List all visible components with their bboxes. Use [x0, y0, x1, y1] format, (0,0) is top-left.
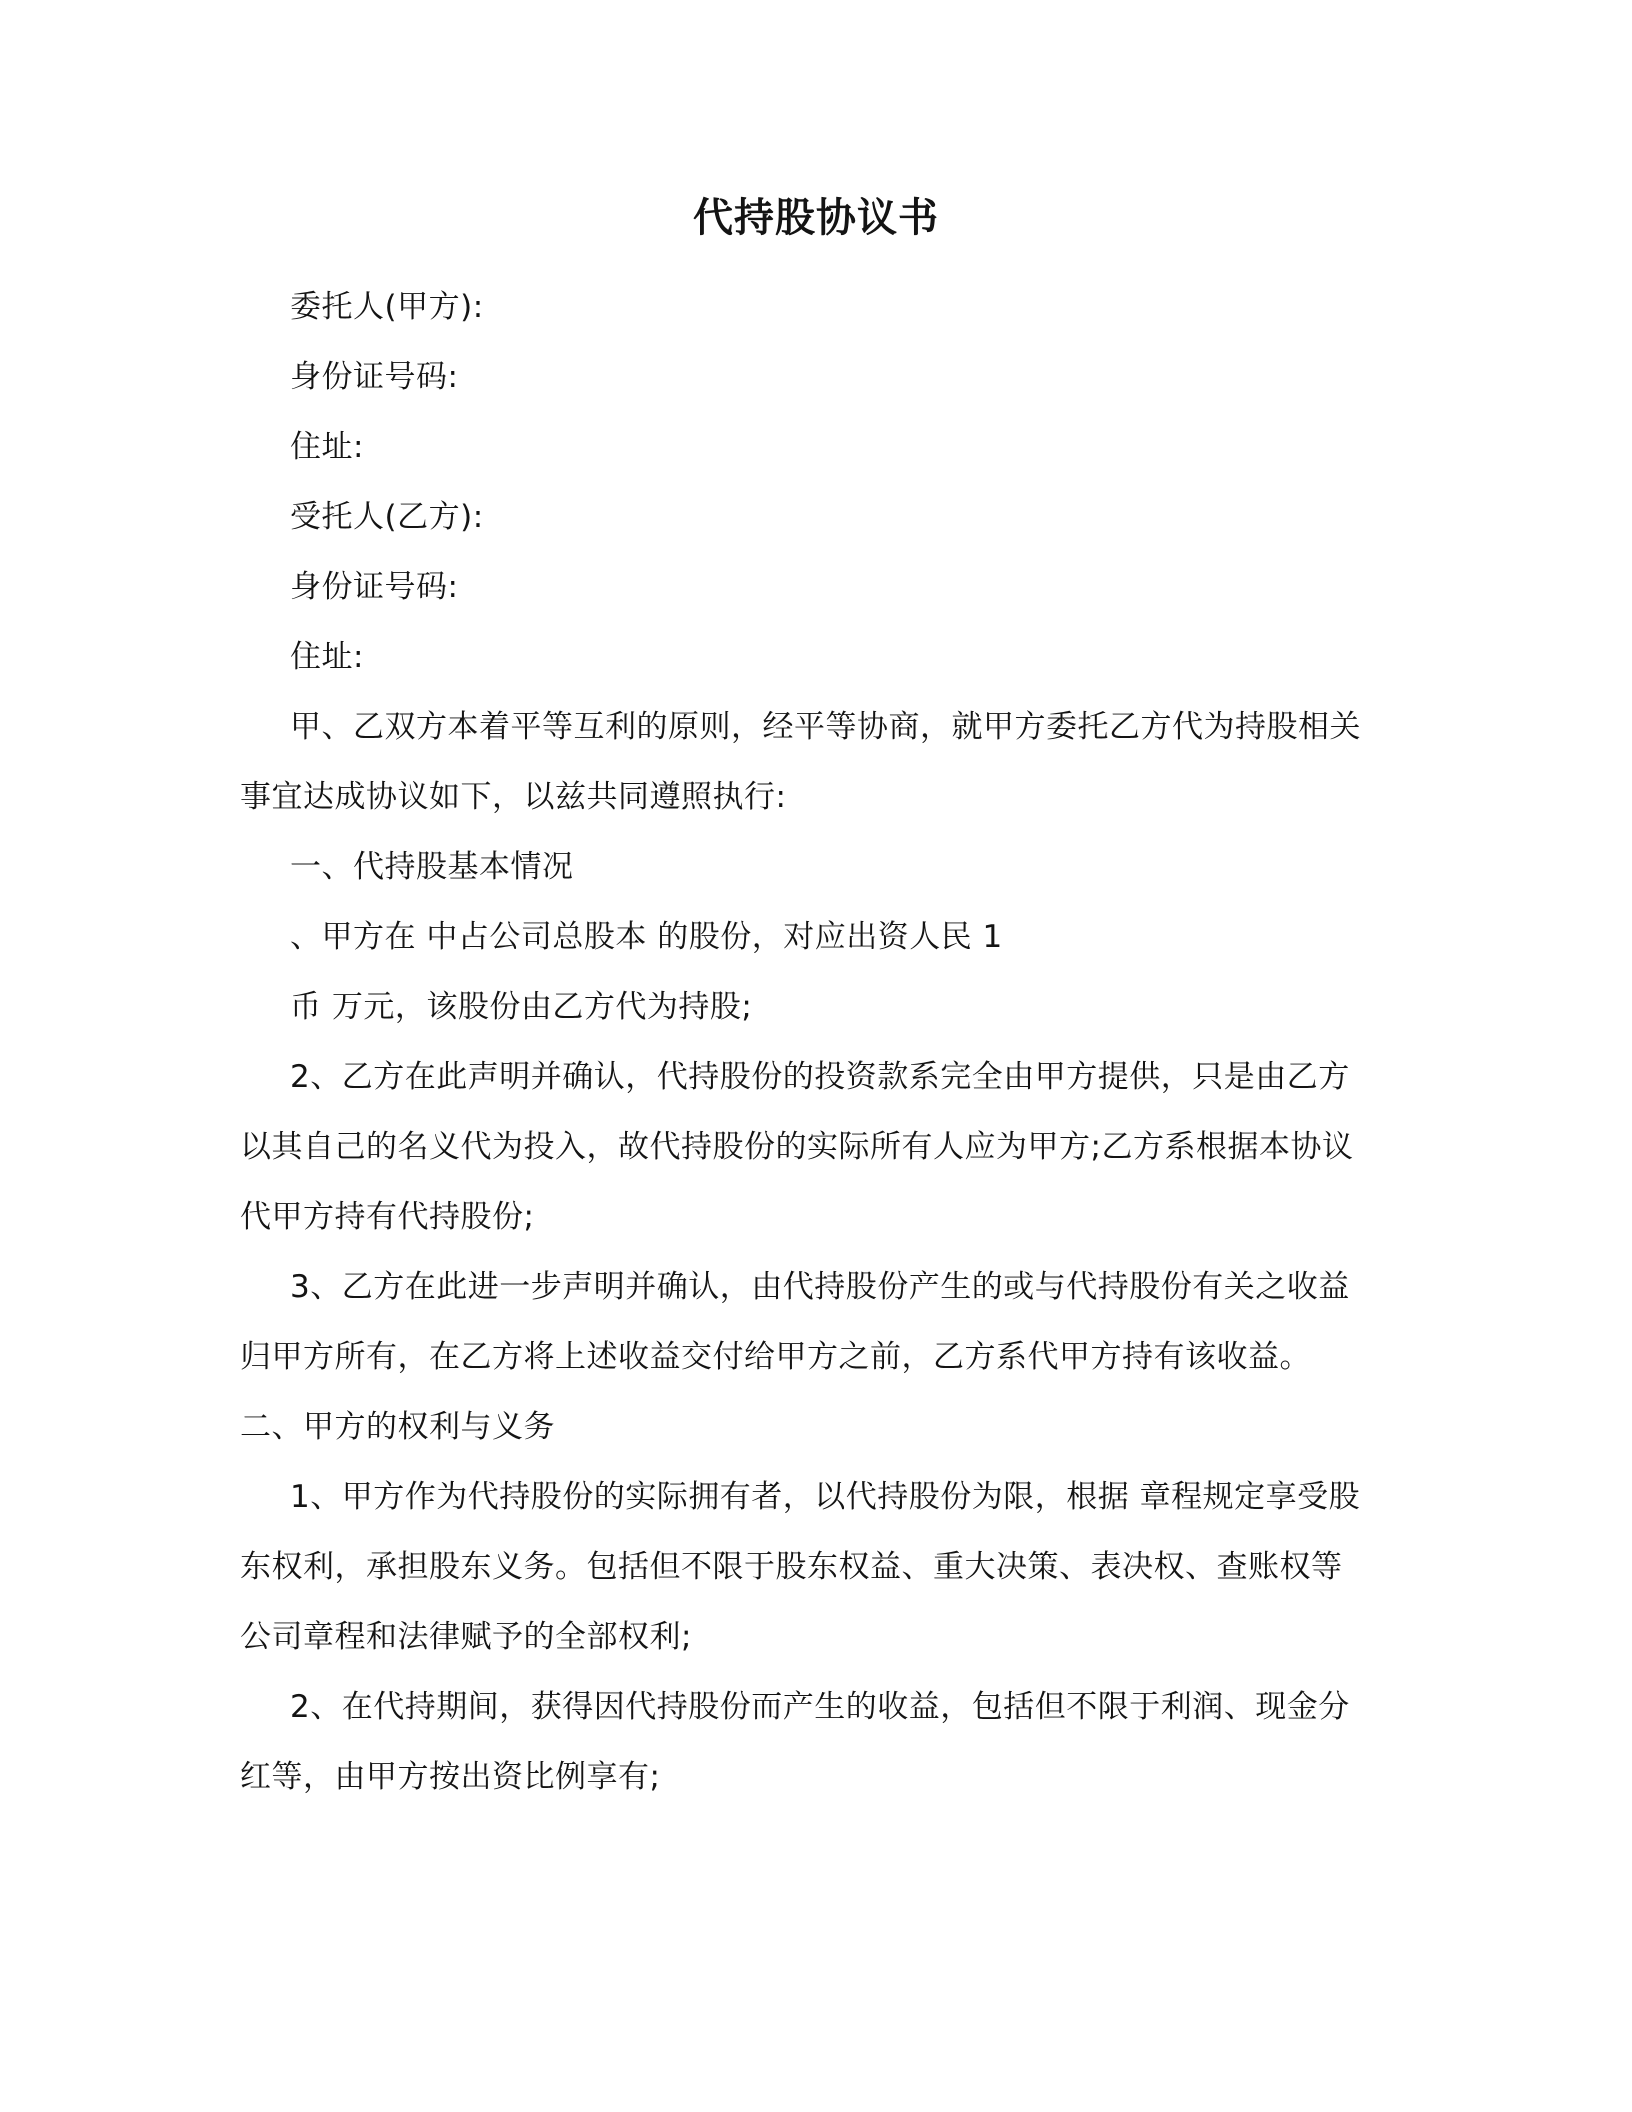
preamble-line: 事宜达成协议如下，以兹共同遵照执行:	[240, 779, 787, 815]
clause-line: 2、乙方在此声明并确认，代持股份的投资款系完全由甲方提供，只是由乙方	[290, 1059, 1350, 1095]
clause-line: 、甲方在 中占公司总股本 的股份，对应出资人民 1	[290, 919, 1003, 955]
trustee-party-line: 受托人(乙方):	[290, 499, 484, 535]
clause-line: 以其自己的名义代为投入，故代持股份的实际所有人应为甲方;乙方系根据本协议	[240, 1129, 1354, 1165]
preamble-line: 甲、乙双方本着平等互利的原则，经平等协商，就甲方委托乙方代为持股相关	[290, 709, 1361, 745]
clause-line: 东权利，承担股东义务。包括但不限于股东权益、重大决策、表决权、查账权等	[240, 1549, 1343, 1585]
section-heading: 二、甲方的权利与义务	[240, 1409, 555, 1445]
clause-line: 公司章程和法律赋予的全部权利;	[240, 1619, 692, 1655]
clause-line: 3、乙方在此进一步声明并确认，由代持股份产生的或与代持股份有关之收益	[290, 1269, 1350, 1305]
clause-line: 1、甲方作为代持股份的实际拥有者，以代持股份为限，根据 章程规定享受股	[290, 1479, 1361, 1515]
document-title: 代持股协议书	[693, 195, 939, 241]
document-body	[240, 272, 1390, 1812]
trustee-id-line: 身份证号码:	[290, 569, 459, 605]
clause-line: 币 万元，该股份由乙方代为持股;	[290, 989, 753, 1025]
principal-party-line: 委托人(甲方):	[290, 289, 484, 325]
clause-line: 2、在代持期间，获得因代持股份而产生的收益，包括但不限于利润、现金分	[290, 1689, 1350, 1725]
section-heading: 一、代持股基本情况	[290, 849, 574, 885]
clause-line: 代甲方持有代持股份;	[240, 1199, 535, 1235]
principal-id-line: 身份证号码:	[290, 359, 459, 395]
clause-line: 归甲方所有，在乙方将上述收益交付给甲方之前，乙方系代甲方持有该收益。	[240, 1339, 1311, 1375]
trustee-address-line: 住址:	[290, 639, 364, 675]
clause-line: 红等，由甲方按出资比例享有;	[240, 1759, 661, 1795]
principal-address-line: 住址:	[290, 429, 364, 465]
